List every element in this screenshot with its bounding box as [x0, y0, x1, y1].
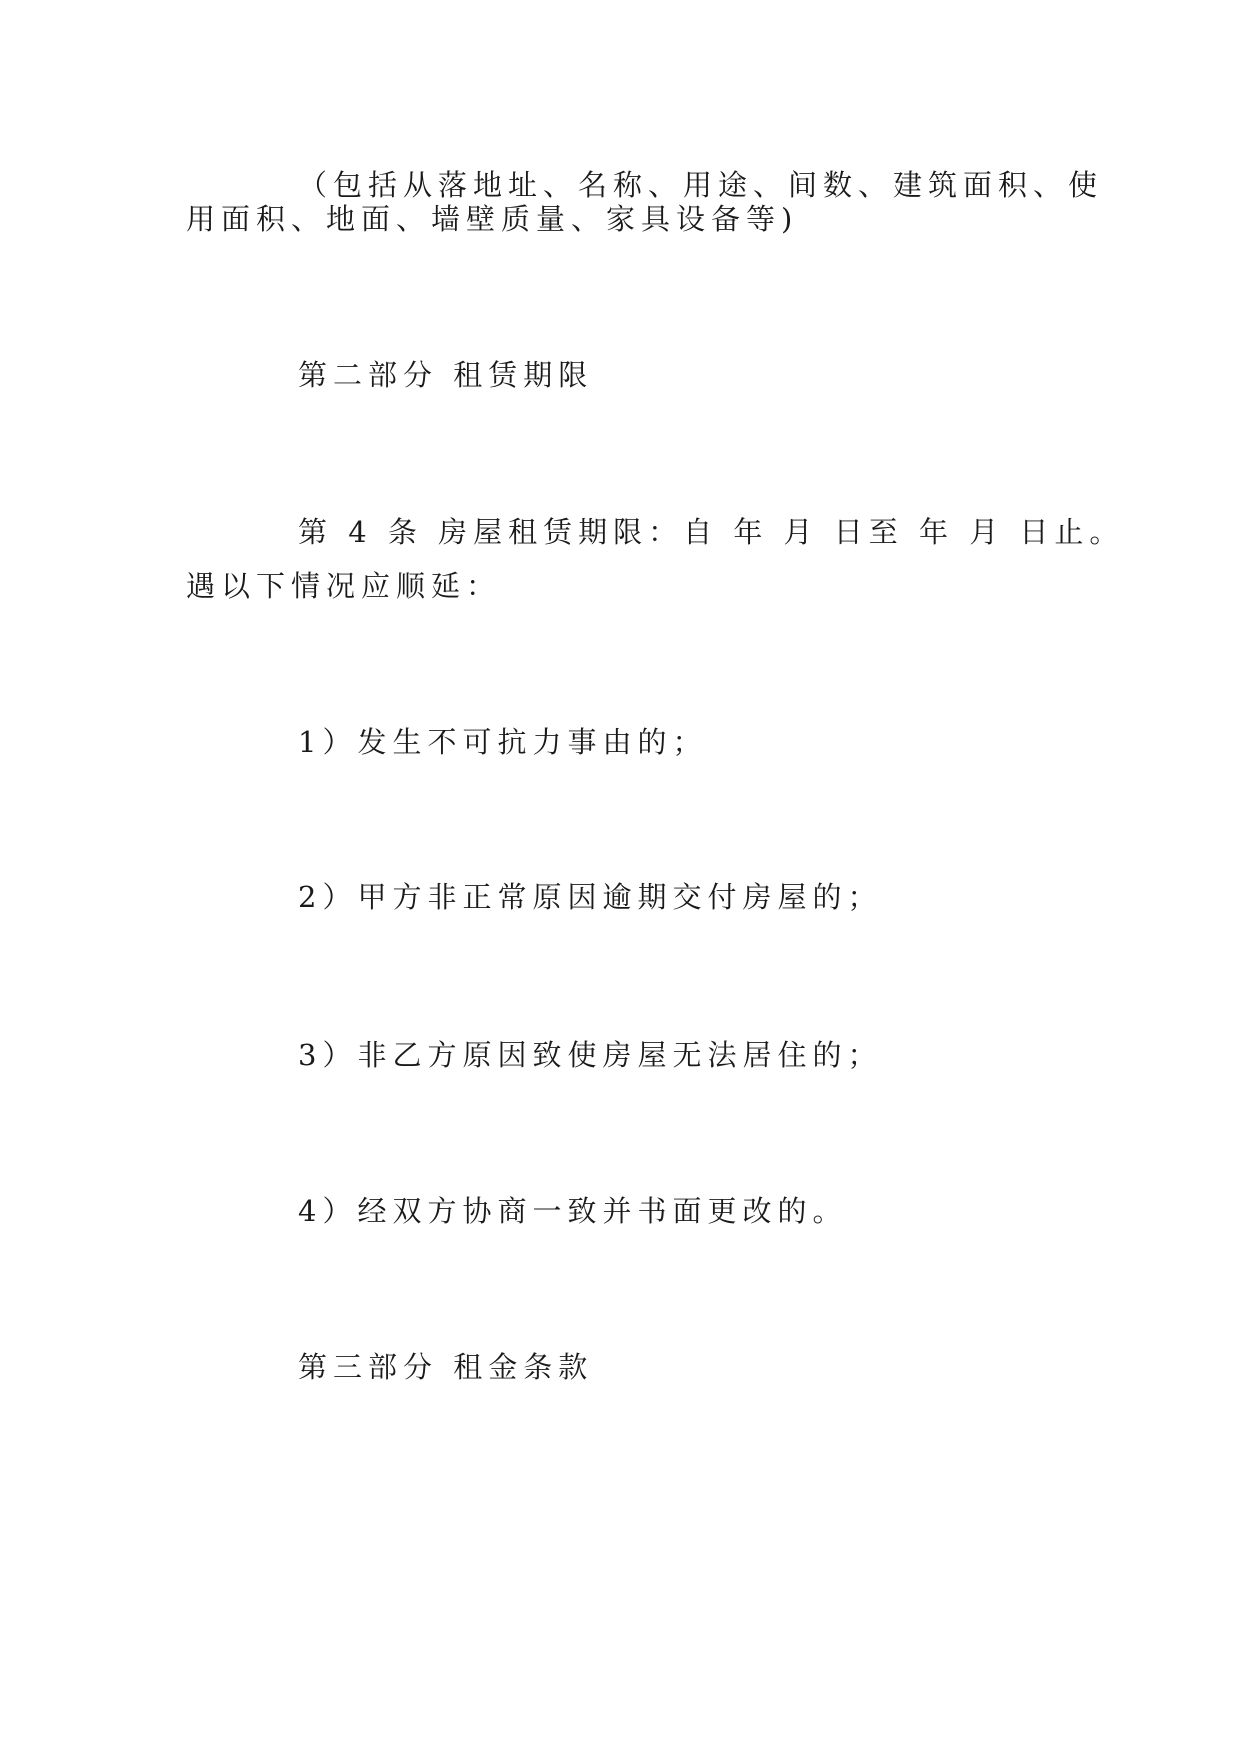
list-item-4: 4）经双方协商一致并书面更改的。 [298, 1194, 848, 1228]
list-item-2: 2）甲方非正常原因逾期交付房屋的； [298, 880, 883, 914]
paragraph-facility-description-line-1: （包括从落地址、名称、用途、间数、建筑面积、使 [298, 168, 1104, 202]
section-heading-lease-term: 第二部分 租赁期限 [298, 358, 594, 392]
article-4-line-1: 第 4 条 房屋租赁期限：自 年 月 日至 年 月 日止。 [298, 515, 1125, 549]
list-item-3: 3）非乙方原因致使房屋无法居住的； [298, 1038, 883, 1072]
article-4-line-2: 遇以下情况应顺延： [186, 569, 502, 603]
paragraph-facility-description-line-2: 用面积、地面、墙壁质量、家具设备等) [186, 202, 799, 236]
section-heading-rent-terms: 第三部分 租金条款 [298, 1350, 594, 1384]
list-item-1: 1）发生不可抗力事由的； [298, 725, 708, 759]
